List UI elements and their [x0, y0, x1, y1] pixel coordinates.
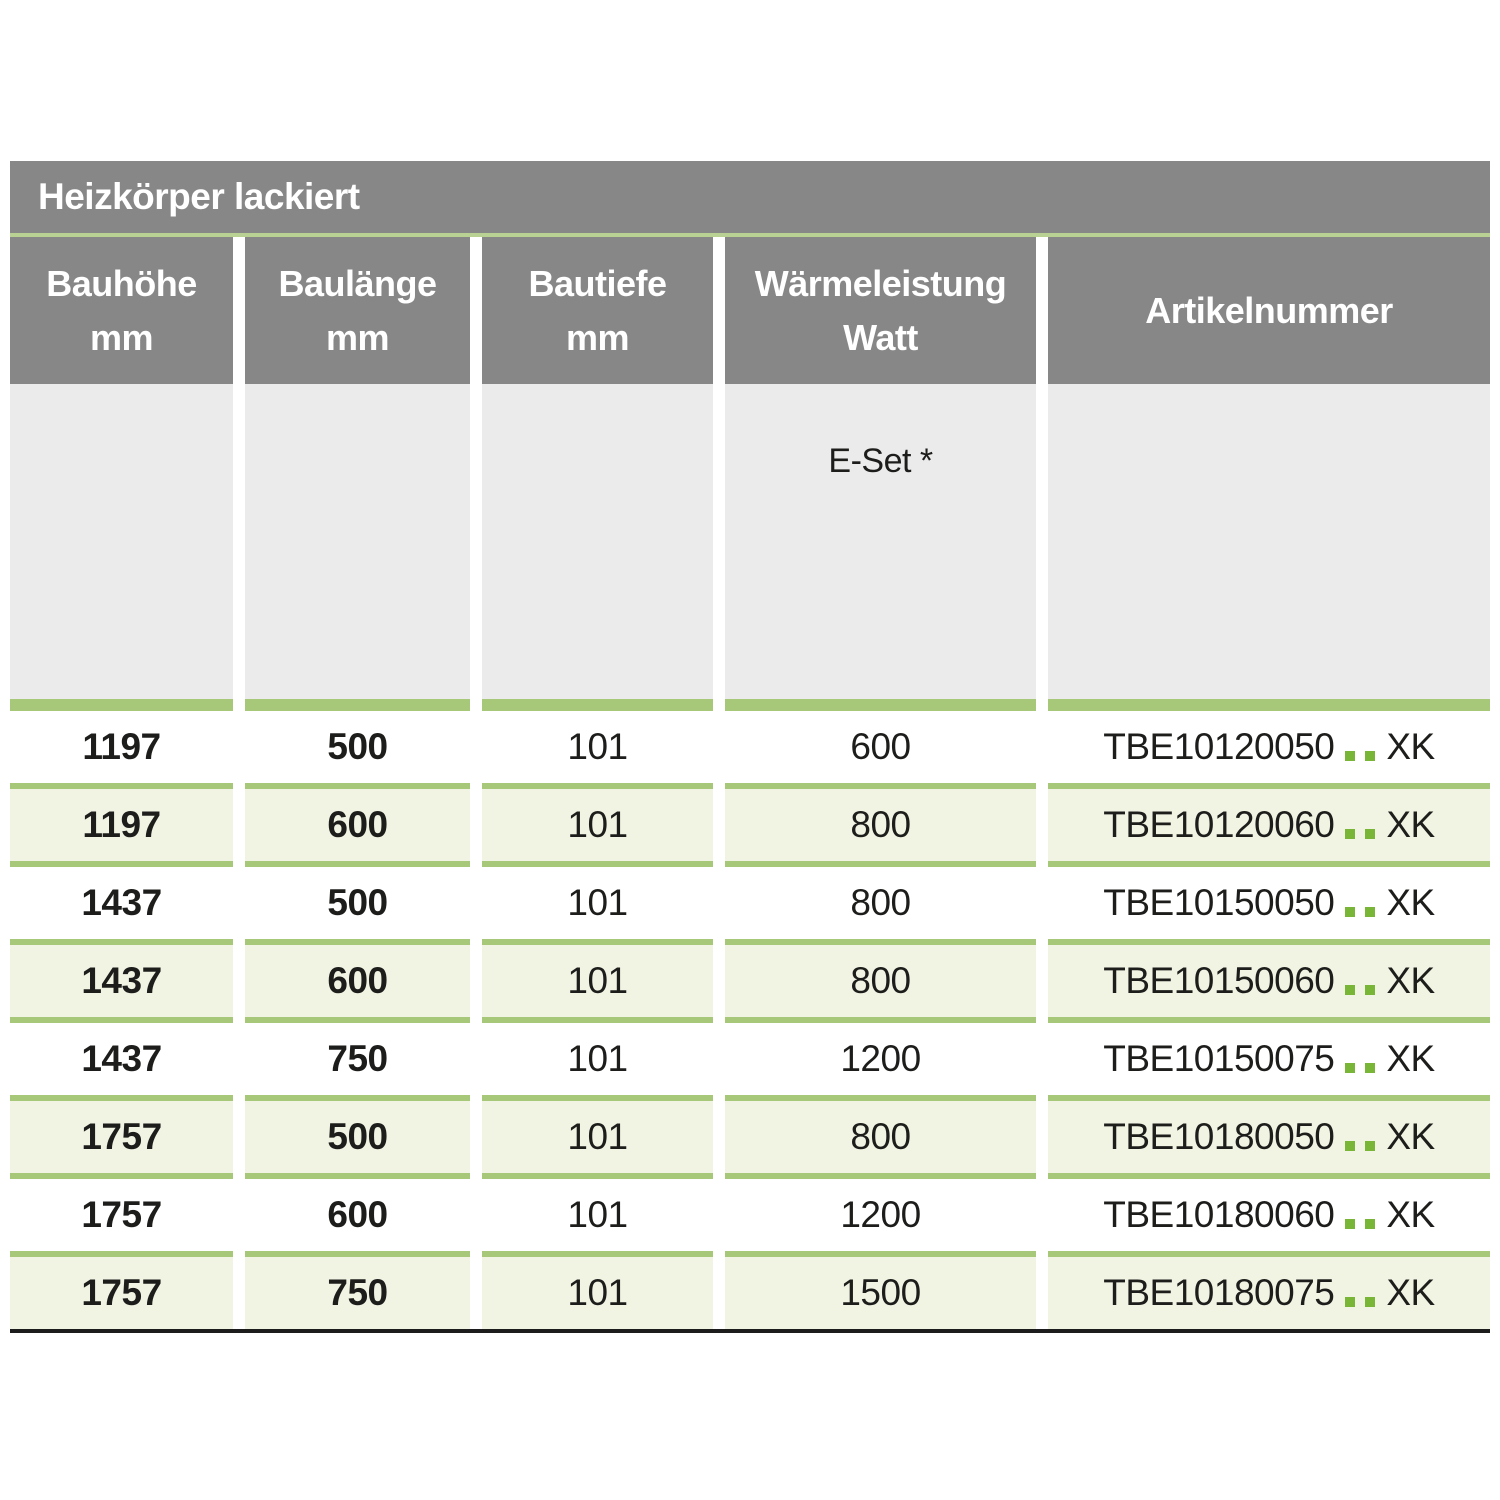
- cell-bauhoehe: 1757: [10, 1095, 233, 1173]
- cell-bautiefe: 101: [482, 1017, 713, 1095]
- product-table: [10, 161, 1490, 1333]
- cell-bautiefe: 101: [482, 1251, 713, 1329]
- table-body: [10, 699, 1490, 1333]
- subheader-cell-baulaenge: [245, 384, 470, 699]
- artikelnummer-code: TBE10180060: [1103, 1194, 1335, 1235]
- subheader-cell-artikelnummer: [1048, 384, 1490, 699]
- column-header-bauhoehe: [10, 237, 233, 384]
- cell-baulaenge: 750: [245, 1017, 470, 1095]
- table-header-row: [10, 237, 1490, 384]
- artikelnummer-suffix: XK: [1386, 1038, 1435, 1079]
- placeholder-dot-icon: [1365, 1297, 1375, 1307]
- cell-baulaenge: 750: [245, 1251, 470, 1329]
- cell-artikelnummer: [1048, 1095, 1490, 1173]
- placeholder-dot-icon: [1345, 985, 1355, 995]
- cell-watt: 800: [725, 939, 1036, 1017]
- cell-watt: 1200: [725, 1173, 1036, 1251]
- table-row: [10, 1251, 1490, 1329]
- cell-artikelnummer: [1048, 699, 1490, 783]
- artikelnummer-code: TBE10150060: [1103, 960, 1335, 1001]
- cell-baulaenge: 600: [245, 939, 470, 1017]
- cell-watt: 600: [725, 699, 1036, 783]
- artikelnummer-code: TBE10120050: [1103, 726, 1335, 767]
- cell-bauhoehe: 1197: [10, 783, 233, 861]
- eset-label: E-Set *: [828, 442, 933, 480]
- cell-bautiefe: 101: [482, 939, 713, 1017]
- placeholder-dot-icon: [1365, 1141, 1375, 1151]
- table-title: Heizkörper lackiert: [38, 176, 360, 217]
- placeholder-dot-icon: [1365, 1063, 1375, 1073]
- cell-artikelnummer: [1048, 1251, 1490, 1329]
- color-code-placeholder-dots-icon: [1345, 751, 1375, 761]
- placeholder-dot-icon: [1365, 1219, 1375, 1229]
- cell-artikelnummer: [1048, 861, 1490, 939]
- cell-watt: 800: [725, 783, 1036, 861]
- cell-bauhoehe: 1437: [10, 861, 233, 939]
- color-code-placeholder-dots-icon: [1345, 907, 1375, 917]
- column-header-unit: Watt: [843, 316, 918, 358]
- column-header-label: Baulänge: [278, 262, 437, 304]
- placeholder-dot-icon: [1345, 907, 1355, 917]
- column-header-label: Bauhöhe: [46, 262, 197, 304]
- artikelnummer-suffix: XK: [1386, 804, 1435, 845]
- placeholder-dot-icon: [1365, 829, 1375, 839]
- artikelnummer-code: TBE10150050: [1103, 882, 1335, 923]
- cell-bautiefe: 101: [482, 699, 713, 783]
- cell-bauhoehe: 1437: [10, 939, 233, 1017]
- cell-artikelnummer: [1048, 1173, 1490, 1251]
- cell-bauhoehe: 1757: [10, 1173, 233, 1251]
- artikelnummer-code: TBE10180075: [1103, 1272, 1335, 1313]
- column-header-label: Wärmeleistung: [754, 262, 1007, 304]
- column-header-waermeleistung: [725, 237, 1036, 384]
- table-row: [10, 1017, 1490, 1095]
- table-title-band: [10, 161, 1490, 237]
- artikelnummer-suffix: XK: [1386, 1272, 1435, 1313]
- artikelnummer-code: TBE10120060: [1103, 804, 1335, 845]
- column-header-label: Artikelnummer: [1145, 289, 1393, 331]
- column-header-unit: mm: [89, 316, 154, 358]
- color-code-placeholder-dots-icon: [1345, 1297, 1375, 1307]
- table-row: [10, 783, 1490, 861]
- cell-watt: 800: [725, 861, 1036, 939]
- table-row: [10, 699, 1490, 783]
- cell-baulaenge: 600: [245, 1173, 470, 1251]
- table-subheader-row: [10, 384, 1490, 699]
- color-code-placeholder-dots-icon: [1345, 1141, 1375, 1151]
- cell-watt: 1500: [725, 1251, 1036, 1329]
- cell-watt: 800: [725, 1095, 1036, 1173]
- artikelnummer-suffix: XK: [1386, 726, 1435, 767]
- table-row: [10, 939, 1490, 1017]
- color-code-placeholder-dots-icon: [1345, 829, 1375, 839]
- cell-baulaenge: 500: [245, 699, 470, 783]
- artikelnummer-suffix: XK: [1386, 882, 1435, 923]
- color-code-placeholder-dots-icon: [1345, 985, 1375, 995]
- placeholder-dot-icon: [1345, 1063, 1355, 1073]
- cell-watt: 1200: [725, 1017, 1036, 1095]
- cell-bauhoehe: 1197: [10, 699, 233, 783]
- table-row: [10, 861, 1490, 939]
- column-header-unit: mm: [325, 316, 390, 358]
- placeholder-dot-icon: [1365, 907, 1375, 917]
- table-row: [10, 1173, 1490, 1251]
- artikelnummer-code: TBE10180050: [1103, 1116, 1335, 1157]
- column-header-unit: mm: [565, 316, 630, 358]
- cell-bauhoehe: 1437: [10, 1017, 233, 1095]
- cell-bautiefe: 101: [482, 861, 713, 939]
- table-row: [10, 1095, 1490, 1173]
- cell-baulaenge: 600: [245, 783, 470, 861]
- artikelnummer-suffix: XK: [1386, 1194, 1435, 1235]
- artikelnummer-code: TBE10150075: [1103, 1038, 1335, 1079]
- placeholder-dot-icon: [1345, 1297, 1355, 1307]
- color-code-placeholder-dots-icon: [1345, 1219, 1375, 1229]
- subheader-cell-eset: [725, 384, 1036, 699]
- artikelnummer-suffix: XK: [1386, 960, 1435, 1001]
- cell-bautiefe: 101: [482, 1095, 713, 1173]
- cell-artikelnummer: [1048, 939, 1490, 1017]
- column-header-bautiefe: [482, 237, 713, 384]
- placeholder-dot-icon: [1345, 829, 1355, 839]
- cell-bauhoehe: 1757: [10, 1251, 233, 1329]
- placeholder-dot-icon: [1345, 751, 1355, 761]
- column-header-label: Bautiefe: [528, 262, 667, 304]
- cell-artikelnummer: [1048, 783, 1490, 861]
- cell-baulaenge: 500: [245, 861, 470, 939]
- cell-baulaenge: 500: [245, 1095, 470, 1173]
- placeholder-dot-icon: [1365, 751, 1375, 761]
- cell-bautiefe: 101: [482, 1173, 713, 1251]
- subheader-cell-bauhoehe: [10, 384, 233, 699]
- cell-artikelnummer: [1048, 1017, 1490, 1095]
- column-header-baulaenge: [245, 237, 470, 384]
- subheader-cell-bautiefe: [482, 384, 713, 699]
- placeholder-dot-icon: [1345, 1141, 1355, 1151]
- color-code-placeholder-dots-icon: [1345, 1063, 1375, 1073]
- artikelnummer-suffix: XK: [1386, 1116, 1435, 1157]
- placeholder-dot-icon: [1365, 985, 1375, 995]
- placeholder-dot-icon: [1345, 1219, 1355, 1229]
- column-header-artikelnummer: [1048, 237, 1490, 384]
- cell-bautiefe: 101: [482, 783, 713, 861]
